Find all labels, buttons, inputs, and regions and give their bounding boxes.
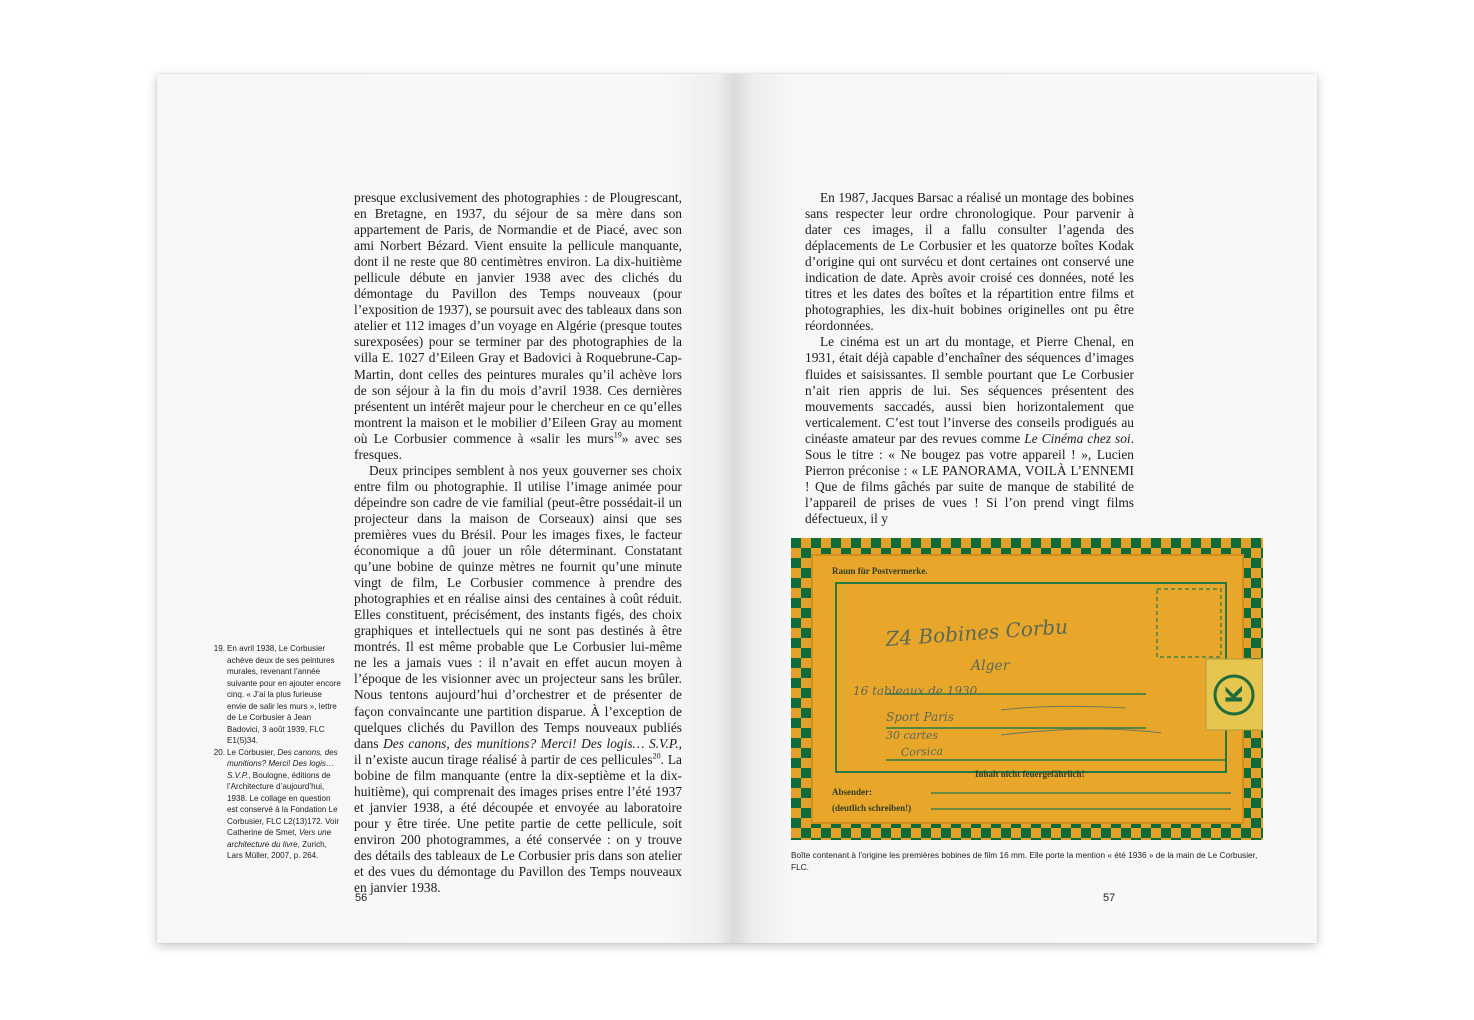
footnote-ref[interactable]: 20 <box>652 751 661 761</box>
figure-caption: Boîte contenant à l’origine les premières bobines de film 16 mm. Elle porte la mention « été 1936 » de la main de Le Corbusier, FLC. <box>791 850 1258 872</box>
footnote-ref[interactable]: 19 <box>613 430 622 440</box>
paragraph: Deux principes semblent à nos yeux gouverner ses choix entre film ou photographie. Il utilise l’image animée pour dépeindre son cadre de vie familial (peut-être possédait-il un projecteur dans la maison de Corseaux) ainsi que ses premières vues du Brésil. Pour les images fixes, le facteur économique a dû jouer un rôle déterminant. Constatant qu’une bobine de quinze mètres ne fournit qu’une minute vingt de film, Le Corbusier commence à prendre des photographies et en réalise ainsi des centaines à coût réduit. Elles constituent, précisément, des instants figés, des choix graphiques et intellectuels qui ne sont pas destinés à être montrés. Il est même probable que Le Corbusier lui-même ne les a jamais vues : il n’avait en effet aucun moyen à l’époque de les visionner avec un projecteur sans les brûler. Nous tentons aujourd’hui d’orchestrer et de présenter de façon convaincante une partition disparue. À l’exception de quelques clichés du Pavillon des Temps nouveaux publiés dans Des canons, des munitions? Merci! Des logis… S.V.P., il n’existe aucun tirage réalisé à partir de ces pellicules$^{20}$. La bobine de film manquante (entre la dix-septième et la dix-huitième), qui comprenait des images prises entre l’été 1937 et janvier 1938, a été découpée et envoyée au laboratoire pour y être tirée. Une petite partie de cette pellicule, soit environ 200 photogrammes, a été conservée : on y trouve des détails des tableaux de Le Corbusier pris dans son atelier et des vues du démontage du Pavillon des Temps nouveaux en janvier 1938. <box>354 462 682 896</box>
handwriting-line: 30 cartes <box>886 729 939 742</box>
paragraph: En 1987, Jacques Barsac a réalisé un montage des bobines sans respecter leur ordre chronologique. Pour parvenir à dater ces images, il a fallu consulter l’agenda des déplacements de Le Corbusier et les quatorze boîtes Kodak d’origine qui ont survécu et dont certaines ont conservé une indication de date. Après avoir croisé ces données, noté les titres et les dates des boîtes et la répartition entre films et photographies, les dix-huit bobines originelles ont pu être réordonnées. <box>805 190 1134 334</box>
book-spread <box>157 74 1317 943</box>
sender-label: Absender: <box>832 787 872 797</box>
postmark-label: Raum für Postvermerke. <box>832 566 928 576</box>
footnote: 19. En avril 1938, Le Corbusier achève deux de ses peintures murales, revenant l’année suivante pour en ajouter encore cinq. « J’ai la plus furieuse envie de salir les murs », lettre de Le Corbusier à Jean Badovici, 3 août 1939, FLC E1(5)34. <box>213 644 341 745</box>
handwriting-line: Sport Paris <box>886 710 954 724</box>
page-number: 57 <box>1103 892 1116 904</box>
paragraph: presque exclusivement des photographies : de Plougrescant, en Bretagne, en 1937, du séjour de sa mère dans son appartement de Paris, de Normandie et de Piacé, avec son ami Norbert Bézard. Vient ensuite la pellicule manquante, dont il ne reste que 80 centimètres environ. La dix-huitième pellicule débute en janvier 1938 avec des clichés du démontage du Pavillon des Temps nouveaux (pour l’exposition de 1937), se poursuit avec des tableaux dans son atelier et 112 images d’un voyage en Algérie (presque toutes surexposées) pour se terminer par des photographies de la villa E. 1027 d’Eileen Gray et Badovici à Roquebrune-Cap-Martin, dont celles des peintures murales qu’il achève lors de son séjour à la fin du mois d’avril 1938. Ces dernières présentent un intérêt majeur pour le chercheur en ce qu’elles montrent la maison et le mobilier d’Eileen Gray au moment où Le Corbusier commence à «salir les murs$^{19}$» avec ses fresques. <box>354 190 682 462</box>
kodak-box-photo <box>791 538 1263 840</box>
handwriting-line: Z4 Bobines Corbu <box>884 614 1069 651</box>
warning-label: Inhalt nicht feuergefährlich! <box>975 769 1085 779</box>
right-body-text <box>805 190 1134 527</box>
footnote: 20. Le Corbusier, Des canons, des munitions? Merci! Des logis… S.V.P., Boulogne, éditions de l’Architecture d’aujourd’hui, 1938. Le collage en question est conservé à la Fondation Le Corbusier, FLC L2(13)172. Voir Catherine de Smet, Vers une architecture du livre, Zurich, Lars Müller, 2007, p. 264. <box>213 747 340 860</box>
kodak-letter: K <box>1223 686 1248 704</box>
left-page <box>157 74 735 943</box>
paragraph: Le cinéma est un art du montage, et Pierre Chenal, en 1931, était déjà capable d’enchaîner des séquences d’images fluides et saisissantes. Il semble pourtant que Le Corbusier n’ait rien appris de lui. Ses séquences présentent des mouvements saccadés, aussi bien horizontalement que verticalement. C’est tout l’inverse des conseils prodigués au cinéaste amateur par des revues comme Le Cinéma chez soi. Sous le titre : « Ne bougez pas votre appareil ! », Lucien Pierron préconise : « LE PANORAMA, VOILÀ L’ENNEMI ! Que de films gâchés par suite de manque de stabilité de l’appareil de prises de vues ! Si l’on prend vingt films défectueux, il y <box>805 334 1134 526</box>
envelope-illustration <box>791 538 1263 840</box>
footnotes <box>208 643 342 862</box>
handwriting-line: Corsica <box>900 744 944 759</box>
right-page <box>735 74 1317 943</box>
page-number: 56 <box>355 892 368 904</box>
handwriting-line: Alger <box>971 658 1010 674</box>
handwriting-line: 16 tableaux de 1930 <box>853 684 978 698</box>
sender-note: (deutlich schreiben!) <box>832 803 912 813</box>
left-body-text <box>354 190 682 896</box>
